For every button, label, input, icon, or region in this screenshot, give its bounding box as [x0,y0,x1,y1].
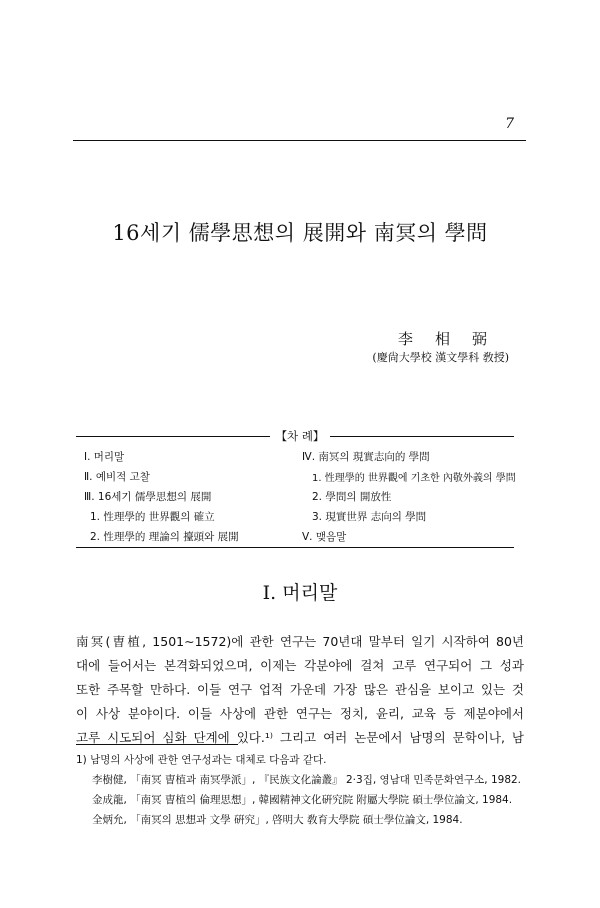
body-line: 고루 시도되어 심화 단계에 있다.¹⁾ 그리고 여러 논문에서 남명의 문학이나, 남 [76,730,524,745]
toc-item: Ⅴ. 맺음말 [302,531,347,543]
author-affiliation: (慶尙大學校 漢文學科 敎授) [372,351,509,364]
toc-item: Ⅱ. 예비적 고찰 [84,471,150,483]
toc-item: Ⅰ. 머리말 [84,451,125,463]
author-name: 李相弼 [397,330,509,348]
toc-item: 1. 性理學的 世界觀의 確立 [90,511,215,523]
footnote-line: 1) 남명의 사상에 관한 연구성과는 대체로 다음과 같다. [76,754,327,766]
toc-label [0,428,600,444]
page-number: 7 [505,116,514,132]
toc-item: Ⅲ. 16세기 儒學思想의 展開 [84,491,212,503]
footnote-line: 金成龍, 「南冥 曺植의 倫理思想」, 韓國精神文化硏究院 附屬大學院 碩士學位論文, 1984. [92,794,513,806]
footnote-line: 全炳允, 「南冥의 思想과 文學 硏究」, 啓明大 敎育大學院 碩士學位論文, 1984. [92,814,463,826]
body-line: 南冥(曺植, 1501∼1572)에 관한 연구는 70년대 말부터 일기 시작하여 80년 [76,634,524,649]
body-line: 대에 들어서는 본격화되었으며, 이제는 각분야에 걸쳐 고루 연구되어 그 성과 [76,658,524,673]
toc-item: 1. 性理學的 世界觀에 기초한 內敬外義의 學問 [312,473,516,484]
section-heading: Ⅰ. 머리말 [262,582,338,604]
header-rule [73,140,526,141]
body-line: 또한 주목할 만하다. 이들 연구 업적 가운데 가장 많은 관심을 보이고 있는 것 [76,682,524,697]
toc-item: Ⅳ. 南冥의 現實志向的 學問 [302,451,430,463]
toc-item: 3. 現實世界 志向의 學問 [312,511,427,523]
table-of-contents [76,436,514,548]
toc-label-text: 【차 례】 [270,429,331,443]
toc-item: 2. 學問의 開放性 [312,491,392,503]
article-title: 16세기 儒學思想의 展開와 南冥의 學問 [112,221,488,245]
body-line: 이 사상 분야이다. 이들 사상에 관한 연구는 정치, 윤리, 교육 등 제분야에서 [76,706,524,721]
toc-item: 2. 性理學的 理論의 擡頭와 展開 [90,531,239,543]
footnote-rule [76,744,238,745]
footnote-line: 李樹健, 「南冥 曺植과 南冥學派」, 『民族文化論叢』 2·3집, 영남대 민족문화연구소, 1982. [92,774,522,786]
